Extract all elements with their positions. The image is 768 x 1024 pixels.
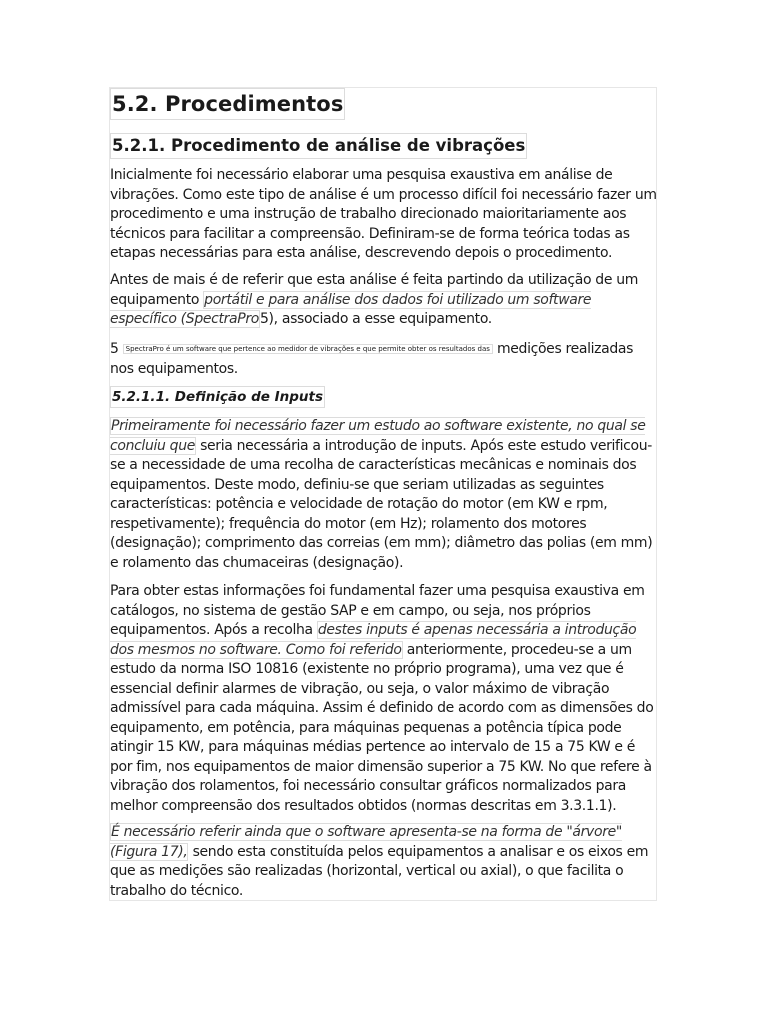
highlighted-text: É necessário referir ainda que o software apresenta-se na forma de "árvore" (Figura 17), [110,824,622,860]
highlighted-text: destes inputs é apenas necessária a introdução dos mesmos no software. Como foi referido [110,622,637,658]
section-heading: 5.2. Procedimentos [110,88,345,120]
highlighted-text: Primeiramente foi necessário fazer um estudo ao software existente, no qual se concluiu que [110,418,646,454]
paragraph-equipment [110,271,658,330]
footnote-text: SpectraPro é um software que pertence ao medidor de vibrações e que permite obter os resultados das [123,344,493,354]
subsection-heading: 5.2.1. Procedimento de análise de vibrações [110,133,527,159]
paragraph-inputs-text: seria necessária a introdução de inputs. Após este estudo verificou-se a necessidade de uma recolha de características mecânicas e nominais dos equipamentos. Deste modo, definiu-se que seriam utilizadas as seguintes características: potência e velocidade de rotação do motor (em KW e rpm, respetivamente); frequência do motor (em Hz); rolamento dos motores (designação); comprimento das correias (em mm); diâmetro das polias (em mm) e rolamento das chumaceiras (designação). [110,437,653,571]
paragraph-information [110,582,658,816]
paragraph-footnote-text: medições realizadas nos equipamentos. [110,341,634,377]
paragraph-equipment-text-end: 5), associado a esse equipamento. [259,311,492,327]
paragraph-inputs [110,417,658,573]
footnote-number: 5 [110,341,123,357]
paragraph-footnote [110,340,658,379]
highlighted-text: portátil e para análise dos dados foi utilizado um software específico (SpectraPro [110,291,592,327]
document-page [109,87,657,901]
paragraph-software-tree-text: sendo esta constituída pelos equipamentos a analisar e os eixos em que as medições são realizadas (horizontal, vertical ou axial), o que facilita o trabalho do técnico. [110,843,649,899]
paragraph-intro [110,166,658,264]
paragraph-intro-text: Inicialmente foi necessário elaborar uma pesquisa exaustiva em análise de vibrações. Como este tipo de análise é um processo difícil foi necessário fazer um procedimento e uma instrução de trabalho direcionado maioritariamente aos técnicos para facilitar a compreensão. Definiram-se de forma teórica todas as etapas necessárias para esta análise, descrevendo depois o procedimento. [110,167,657,261]
paragraph-equipment-text: Antes de mais é de referir que esta análise é feita partindo da utilização de um equipamento [110,272,639,308]
paragraph-software-tree [110,823,658,901]
paragraph-information-text: Para obter estas informações foi fundamental fazer uma pesquisa exaustiva em catálogos, no sistema de gestão SAP e em campo, ou seja, nos próprios equipamentos. Após a recolha [110,583,645,638]
paragraph-information-text-end: anteriormente, procedeu-se a um estudo da norma ISO 10816 (existente no próprio programa), uma vez que é essencial definir alarmes de vibração, ou seja, o valor máximo de vibração admissível para cada máquina. Assim é definido de acordo com as dimensões do equipamento, em potência, para máquinas pequenas a potência típica pode atingir 15 KW, para máquinas médias pertence ao intervalo de 15 a 75 KW e é por fim, nos equipamentos de maior dimensão superior a 75 KW. No que refere à vibração dos rolamentos, foi necessário consultar gráficos normalizados para melhor compreensão dos resultados obtidos (normas descritas em 3.3.1.1). [110,641,654,814]
subsubsection-heading: 5.2.1.1. Definição de Inputs [110,386,325,408]
